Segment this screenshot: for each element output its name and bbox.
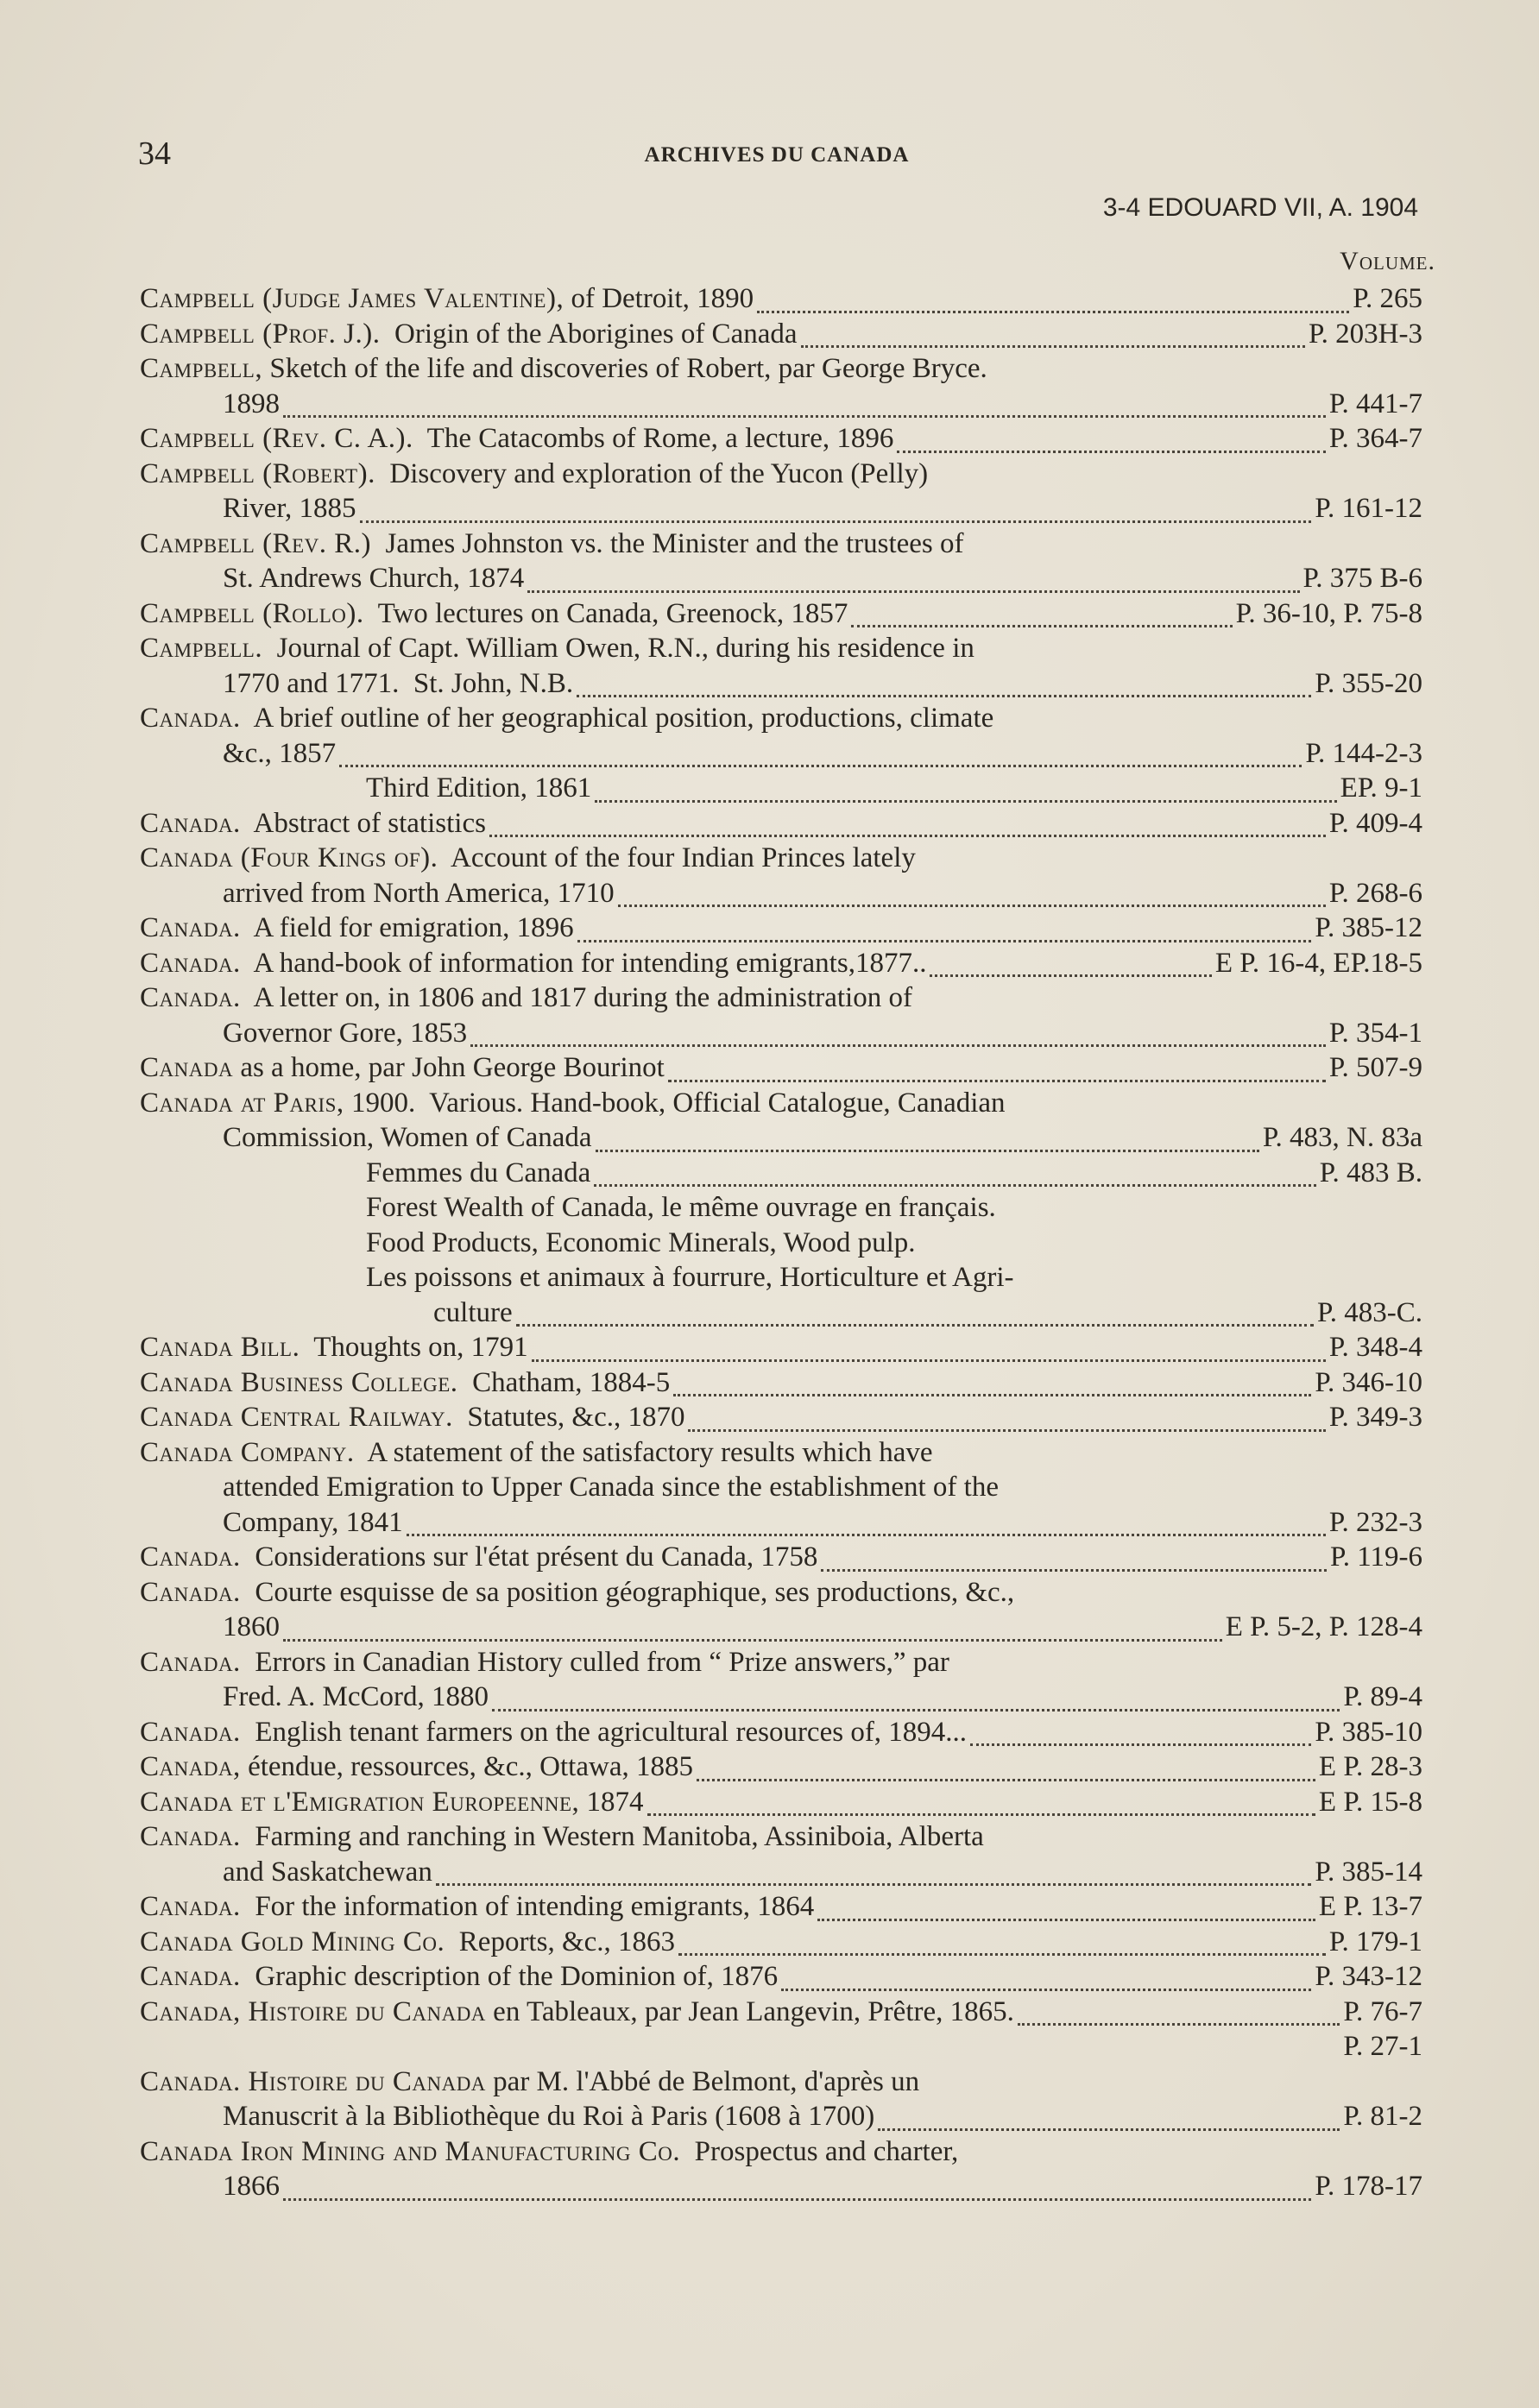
- dot-leader: [801, 338, 1305, 348]
- entry-heading: Canada.: [140, 982, 241, 1013]
- volume-reference: P. 27-1: [1343, 2031, 1422, 2062]
- dot-leader: [897, 444, 1325, 453]
- volume-reference: P. 178-17: [1315, 2171, 1422, 2202]
- index-line: [140, 388, 1422, 424]
- entry-text: [140, 1052, 665, 1084]
- entry-title: 1866: [223, 2171, 280, 2202]
- index-line: [140, 1262, 1422, 1297]
- dot-leader: [781, 1982, 1311, 1991]
- volume-reference: E P. 28-3: [1318, 1751, 1422, 1782]
- index-line: [140, 1157, 1422, 1193]
- entry-text: [140, 1577, 1014, 1609]
- entry-title: Les poissons et animaux à fourrure, Horticulture et Agri-: [366, 1262, 1014, 1293]
- volume-reference: P. 343-12: [1315, 1961, 1422, 1992]
- entry-heading: Campbell,: [140, 353, 263, 384]
- page-number: 34: [138, 136, 171, 172]
- entry-title: A brief outline of her geographical position, productions, climate: [240, 703, 994, 734]
- index-line: [140, 1821, 1422, 1856]
- dot-leader: [283, 2191, 1311, 2201]
- entry-text: [366, 772, 591, 804]
- entry-text: [223, 1472, 999, 1503]
- entry-title: A statement of the satisfactory results which have: [354, 1436, 933, 1468]
- dot-leader: [970, 1737, 1311, 1746]
- entry-title: Third Edition, 1861: [366, 772, 592, 804]
- entry-text: [140, 1717, 967, 1749]
- entry-title: Farming and ranching in Western Manitoba, Assiniboia, Alberta: [240, 1821, 984, 1852]
- index-line: [140, 1367, 1422, 1403]
- entry-text: [140, 1647, 949, 1679]
- index-line: [140, 2031, 1422, 2066]
- index-line: [140, 598, 1422, 634]
- entry-text: [223, 668, 573, 700]
- dot-leader: [673, 1387, 1311, 1396]
- index-line: [140, 878, 1422, 913]
- entry-title: 1900. Various. Hand-book, Official Catalogue, Canadian: [344, 1087, 1006, 1119]
- dot-leader: [851, 618, 1232, 627]
- entry-text: [140, 2066, 919, 2098]
- dot-leader: [436, 1876, 1311, 1886]
- entry-title: 1874: [579, 1786, 644, 1818]
- entry-text: [140, 1821, 984, 1853]
- entry-title: Discovery and exploration of the Yucon (Pelly): [375, 457, 929, 489]
- volume-reference: P. 232-3: [1328, 1506, 1422, 1538]
- entry-text: [140, 808, 486, 840]
- index-line: [140, 2171, 1422, 2206]
- entry-title: Governor Gore, 1853: [223, 1017, 468, 1049]
- index-line: [140, 423, 1422, 458]
- dot-leader: [668, 1073, 1326, 1082]
- entry-title: Fred. A. McCord, 1880: [223, 1681, 489, 1712]
- volume-reference: E P. 16-4, EP.18-5: [1214, 947, 1422, 979]
- volume-reference: P. 483 B.: [1319, 1157, 1422, 1188]
- entry-title: Food Products, Economic Minerals, Wood pulp.: [366, 1226, 916, 1258]
- entry-text: [140, 283, 754, 315]
- entry-heading: Campbell (Judge James Valentine),: [140, 283, 565, 314]
- entry-title: culture: [433, 1296, 513, 1328]
- index-line: [140, 2101, 1422, 2136]
- entry-title: Reports, &c., 1863: [445, 1926, 676, 1957]
- volume-reference: E P. 13-7: [1318, 1891, 1422, 1922]
- index-line: [140, 1332, 1422, 1367]
- volume-reference: P. 385-14: [1315, 1856, 1422, 1888]
- index-line: [140, 1402, 1422, 1437]
- index-line: [140, 1541, 1422, 1577]
- dot-leader: [489, 828, 1326, 837]
- entry-title: and Saskatchewan: [223, 1856, 432, 1888]
- dot-leader: [930, 968, 1211, 977]
- dot-leader: [532, 1352, 1326, 1362]
- entry-text: [140, 1541, 817, 1573]
- index-line: [140, 1926, 1422, 1962]
- entry-text: [140, 1402, 684, 1434]
- entry-title: Account of the four Indian Princes lately: [438, 842, 916, 873]
- dot-leader: [339, 758, 1302, 767]
- index-line: [140, 1472, 1422, 1507]
- index-line: [140, 1437, 1422, 1472]
- entry-text: [366, 1227, 916, 1259]
- entry-heading: Canada, Histoire du Canada: [140, 1995, 486, 2027]
- entry-text: [140, 423, 893, 455]
- volume-reference: P. 119-6: [1330, 1541, 1422, 1573]
- volume-reference: P. 483, N. 83a: [1262, 1122, 1422, 1153]
- entry-title: Two lectures on Canada, Greenock, 1857: [363, 597, 848, 629]
- entry-text: [140, 2136, 958, 2168]
- entry-title: A letter on, in 1806 and 1817 during the administration of: [240, 982, 912, 1013]
- entry-text: [140, 1087, 1006, 1119]
- dot-leader: [878, 2121, 1340, 2131]
- entry-text: [223, 388, 280, 420]
- entry-text: [140, 598, 848, 630]
- dot-leader: [360, 514, 1312, 523]
- volume-reference: P. 385-10: [1315, 1716, 1422, 1748]
- entry-heading: Canada: [140, 1052, 234, 1083]
- dot-leader: [821, 1562, 1327, 1572]
- entry-heading: Canada et l'Emigration Europeenne,: [140, 1786, 580, 1818]
- entry-title: A hand-book of information for intending emigrants,1877..: [240, 947, 927, 979]
- entry-heading: Canada.: [140, 912, 241, 943]
- entry-text: [140, 948, 926, 980]
- entry-heading: Canada Bill.: [140, 1332, 300, 1363]
- index-line: [140, 772, 1422, 808]
- dot-leader: [697, 1772, 1315, 1781]
- entry-text: [140, 1332, 528, 1364]
- index-line: [140, 493, 1422, 528]
- entry-text: [140, 1787, 644, 1819]
- volume-reference: P. 441-7: [1328, 388, 1422, 419]
- entry-text: [433, 1297, 513, 1329]
- entry-title: Company, 1841: [223, 1506, 403, 1538]
- index-line: [140, 528, 1422, 564]
- entry-heading: Canada.: [140, 1821, 241, 1852]
- entry-text: [140, 528, 964, 560]
- entry-heading: Canada. Histoire du Canada: [140, 2065, 486, 2097]
- index-line: [140, 1681, 1422, 1717]
- volume-reference: P. 364-7: [1328, 423, 1422, 454]
- entry-text: [223, 2101, 874, 2133]
- entry-title: &c., 1857: [223, 737, 337, 769]
- volume-reference: P. 349-3: [1328, 1402, 1422, 1433]
- entry-heading: Campbell (Rev. R.): [140, 527, 372, 559]
- entry-heading: Canada.: [140, 1646, 241, 1678]
- index-line: [140, 1122, 1422, 1157]
- entry-heading: Canada.: [140, 807, 241, 839]
- volume-reference: P. 81-2: [1343, 2101, 1422, 2132]
- entry-title: Journal of Capt. William Owen, R.N., during his residence in: [262, 633, 974, 664]
- entry-heading: Canada at Paris,: [140, 1087, 344, 1119]
- index-line: [140, 1961, 1422, 1996]
- dot-leader: [577, 688, 1311, 697]
- entry-title: River, 1885: [223, 493, 356, 524]
- dot-leader: [596, 1143, 1259, 1152]
- dot-leader: [577, 933, 1312, 942]
- index-line: [140, 912, 1422, 948]
- entry-title: Considerations sur l'état présent du Canada, 1758: [240, 1541, 818, 1573]
- index-line: [140, 1717, 1422, 1752]
- index-line: [140, 2066, 1422, 2102]
- entry-heading: Campbell.: [140, 633, 263, 664]
- volume-reference: P. 348-4: [1328, 1332, 1422, 1363]
- entry-heading: Canada Iron Mining and Manufacturing Co.: [140, 2135, 681, 2167]
- entry-text: [223, 878, 615, 910]
- volume-reference: P. 36-10, P. 75-8: [1235, 597, 1422, 629]
- volume-column-label: Volume.: [1340, 247, 1435, 275]
- dot-leader: [688, 1422, 1325, 1432]
- entry-text: [223, 1856, 432, 1888]
- index-line: [140, 563, 1422, 598]
- volume-reference: P. 268-6: [1328, 877, 1422, 909]
- entry-title: Thoughts on, 1791: [300, 1332, 528, 1363]
- entry-title: Sketch of the life and discoveries of Robert, par George Bryce.: [262, 353, 987, 384]
- index-line: [140, 633, 1422, 668]
- volume-reference: P. 89-4: [1343, 1681, 1422, 1712]
- dot-leader: [594, 1177, 1316, 1187]
- page-header: [138, 135, 1416, 178]
- entry-heading: Canada Gold Mining Co.: [140, 1926, 445, 1957]
- entry-heading: Campbell (Robert).: [140, 457, 375, 489]
- entry-text: [140, 982, 912, 1014]
- entry-heading: Canada.: [140, 1891, 241, 1922]
- index-line: [140, 1087, 1422, 1123]
- index-line: [140, 1856, 1422, 1892]
- volume-reference: P. 409-4: [1328, 807, 1422, 839]
- entry-text: [223, 1122, 592, 1154]
- entry-text: [140, 318, 798, 350]
- entry-text: [140, 1437, 933, 1469]
- entry-text: [223, 563, 524, 595]
- entry-title: Statutes, &c., 1870: [452, 1402, 685, 1433]
- volume-reference: P. 144-2-3: [1305, 737, 1422, 769]
- entry-title: as a home, par John George Bourinot: [233, 1052, 665, 1083]
- entry-title: 1860: [223, 1611, 280, 1642]
- index-line: [140, 1751, 1422, 1787]
- index-entries: [140, 283, 1422, 2206]
- dot-leader: [817, 1912, 1315, 1921]
- entry-text: [366, 1157, 590, 1189]
- volume-reference: P. 203H-3: [1308, 318, 1422, 350]
- index-line: [140, 1611, 1422, 1647]
- entry-title: Chatham, 1884-5: [457, 1366, 671, 1398]
- entry-text: [140, 1891, 814, 1923]
- entry-text: [140, 842, 916, 874]
- entry-title: 1898: [223, 388, 280, 419]
- entry-title: Courte esquisse de sa position géographique, ses productions, &c.,: [240, 1576, 1015, 1608]
- entry-heading: Campbell (Rev. C. A.).: [140, 423, 413, 454]
- entry-text: [223, 493, 356, 525]
- entry-text: [140, 353, 987, 385]
- entry-title: Abstract of statistics: [240, 807, 486, 839]
- entry-text: [140, 633, 974, 665]
- index-line: [140, 738, 1422, 773]
- dot-leader: [283, 1632, 1222, 1642]
- entry-title: Commission, Women of Canada: [223, 1122, 592, 1153]
- entry-text: [140, 912, 574, 944]
- entry-title: James Johnston vs. the Minister and the trustees of: [371, 527, 964, 559]
- entry-heading: Canada.: [140, 1961, 241, 1992]
- volume-reference: P. 375 B-6: [1302, 563, 1422, 594]
- index-line: [140, 318, 1422, 354]
- entry-title: of Detroit, 1890: [564, 283, 754, 314]
- entry-heading: Canada Central Railway.: [140, 1402, 453, 1433]
- index-line: [140, 948, 1422, 983]
- entry-text: [366, 1262, 1014, 1294]
- entry-title: par M. l'Abbé de Belmont, d'après un: [485, 2065, 920, 2097]
- entry-heading: Campbell (Rollo).: [140, 597, 364, 629]
- entry-text: [366, 1192, 996, 1224]
- dot-leader: [678, 1946, 1326, 1956]
- entry-title: en Tableaux, par Jean Langevin, Prêtre, 1865.: [485, 1995, 1014, 2027]
- volume-reference: P. 179-1: [1328, 1926, 1422, 1957]
- entry-title: étendue, ressources, &c., Ottawa, 1885: [240, 1751, 693, 1782]
- entry-text: [140, 1367, 670, 1399]
- entry-title: Femmes du Canada: [366, 1157, 591, 1188]
- entry-text: [140, 1996, 1014, 2028]
- entry-title: A field for emigration, 1896: [240, 912, 574, 943]
- entry-title: Graphic description of the Dominion of, 1876: [240, 1961, 779, 1992]
- volume-reference: P. 76-7: [1343, 1995, 1422, 2027]
- entry-text: [140, 458, 928, 490]
- session-label: 3-4 EDOUARD VII, A. 1904: [1102, 193, 1418, 222]
- dot-leader: [470, 1037, 1326, 1047]
- entry-text: [223, 1611, 280, 1643]
- dot-leader: [757, 304, 1349, 313]
- entry-heading: Campbell (Prof. J.).: [140, 318, 381, 350]
- entry-title: Manuscrit à la Bibliothèque du Roi à Paris (1608 à 1700): [223, 2101, 875, 2132]
- entry-text: [223, 2171, 280, 2203]
- entry-text: [223, 1681, 489, 1713]
- entry-title: 1770 and 1771. St. John, N.B.: [223, 667, 574, 699]
- entry-heading: Canada.: [140, 1576, 241, 1608]
- index-line: [140, 1192, 1422, 1227]
- entry-text: [140, 1926, 675, 1958]
- index-line: [140, 982, 1422, 1018]
- index-line: [140, 1052, 1422, 1087]
- volume-reference: P. 385-12: [1315, 912, 1422, 943]
- index-line: [140, 2136, 1422, 2172]
- entry-title: attended Emigration to Upper Canada since the establishment of the: [223, 1472, 999, 1503]
- dot-leader: [527, 583, 1299, 593]
- index-line: [140, 1227, 1422, 1263]
- entry-heading: Canada.: [140, 947, 241, 979]
- index-line: [140, 1577, 1422, 1612]
- volume-reference: P. 346-10: [1315, 1366, 1422, 1398]
- entry-heading: Canada,: [140, 1751, 241, 1782]
- dot-leader: [283, 408, 1326, 418]
- entry-heading: Canada.: [140, 1716, 241, 1748]
- index-line: [140, 353, 1422, 388]
- dot-leader: [143, 2052, 1340, 2059]
- index-line: [140, 1891, 1422, 1926]
- volume-reference: EP. 9-1: [1340, 772, 1422, 804]
- entry-title: Origin of the Aborigines of Canada: [380, 318, 798, 350]
- index-line: [140, 1507, 1422, 1542]
- entry-title: The Catacombs of Rome, a lecture, 1896: [413, 423, 894, 454]
- entry-title: St. Andrews Church, 1874: [223, 563, 525, 594]
- entry-text: [223, 1507, 403, 1539]
- index-line: [140, 1297, 1422, 1333]
- dot-leader: [618, 898, 1326, 907]
- dot-leader: [516, 1317, 1314, 1327]
- dot-leader: [595, 793, 1336, 803]
- entry-text: [140, 703, 993, 734]
- entry-text: [140, 1961, 778, 1993]
- volume-reference: E P. 15-8: [1318, 1786, 1422, 1818]
- entry-text: [140, 1751, 693, 1783]
- entry-heading: Canada (Four Kings of).: [140, 842, 438, 873]
- dot-leader: [492, 1702, 1340, 1711]
- entry-heading: Canada Business College.: [140, 1366, 458, 1398]
- index-line: [140, 1787, 1422, 1822]
- volume-reference: P. 265: [1353, 283, 1422, 314]
- volume-reference: E P. 5-2, P. 128-4: [1225, 1611, 1422, 1642]
- index-line: [140, 703, 1422, 738]
- index-line: [140, 283, 1422, 318]
- entry-title: English tenant farmers on the agricultural resources of, 1894...: [240, 1716, 968, 1748]
- volume-reference: P. 483-C.: [1317, 1296, 1422, 1328]
- running-title: ARCHIVES DU CANADA: [644, 143, 910, 167]
- volume-reference: P. 354-1: [1328, 1017, 1422, 1049]
- index-line: [140, 1647, 1422, 1682]
- entry-title: Forest Wealth of Canada, le même ouvrage en français.: [366, 1192, 996, 1223]
- entry-title: Errors in Canadian History culled from “ Prize answers,” par: [240, 1646, 949, 1678]
- entry-heading: Canada.: [140, 1541, 241, 1573]
- index-line: [140, 808, 1422, 843]
- volume-reference: P. 355-20: [1315, 667, 1422, 699]
- dot-leader: [647, 1806, 1315, 1816]
- index-line: [140, 1996, 1422, 2032]
- entry-text: [223, 1018, 467, 1050]
- entry-title: Prospectus and charter,: [680, 2135, 959, 2167]
- index-line: [140, 1018, 1422, 1053]
- dot-leader: [407, 1527, 1326, 1536]
- index-line: [140, 458, 1422, 494]
- volume-reference: P. 161-12: [1315, 493, 1422, 524]
- dot-leader: [1018, 2016, 1340, 2026]
- index-line: [140, 842, 1422, 878]
- entry-title: For the information of intending emigrants, 1864: [240, 1891, 815, 1922]
- entry-heading: Canada.: [140, 703, 241, 734]
- entry-text: [223, 738, 336, 770]
- volume-reference: P. 507-9: [1328, 1052, 1422, 1083]
- index-line: [140, 668, 1422, 703]
- entry-title: arrived from North America, 1710: [223, 877, 615, 909]
- entry-heading: Canada Company.: [140, 1436, 355, 1468]
